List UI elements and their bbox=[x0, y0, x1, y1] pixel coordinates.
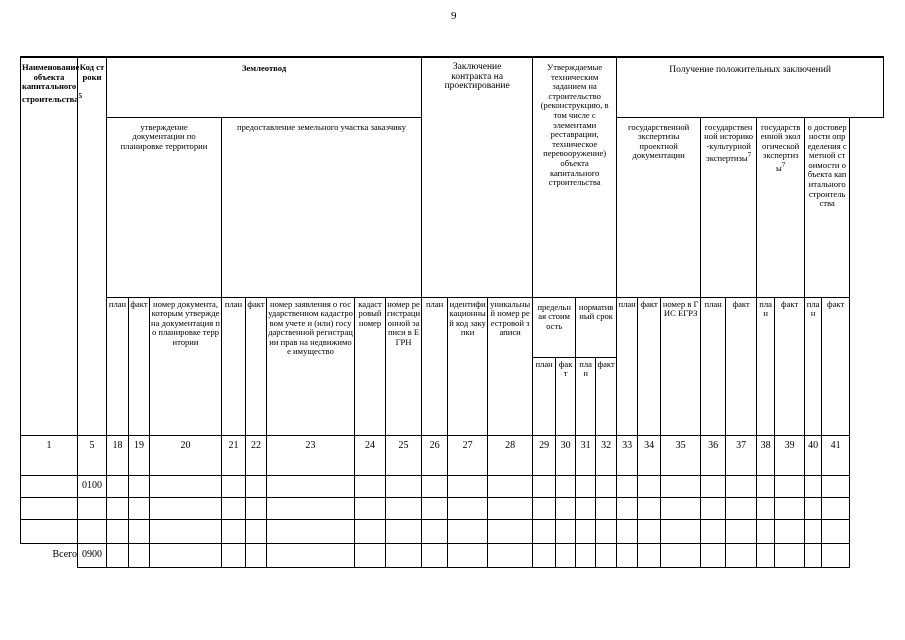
h-nomer-gis: номер в ГИС ЕГРЗ bbox=[661, 297, 701, 435]
col-num: 30 bbox=[556, 435, 576, 475]
col-num: 33 bbox=[617, 435, 638, 475]
col-num: 5 bbox=[78, 435, 107, 475]
h-pred-stoim: предельная стоимость bbox=[533, 297, 576, 357]
row-label bbox=[21, 497, 78, 519]
h-nomer-zayav: номер заявления о государственном кадастровом учете и (или) государственной регистрации прав на недвижимое имущество bbox=[267, 297, 355, 435]
header-gos-ekol: государственной экологической экспертизы$^7$ bbox=[757, 117, 805, 297]
col-num: 31 bbox=[576, 435, 596, 475]
h-plan-36: план bbox=[701, 297, 726, 435]
h-plan-31: план bbox=[576, 357, 596, 435]
col-num: 24 bbox=[355, 435, 386, 475]
h-fakt-37: факт bbox=[726, 297, 757, 435]
row-code bbox=[78, 519, 107, 543]
col-num: 27 bbox=[448, 435, 488, 475]
table-row bbox=[21, 475, 884, 497]
page-number: 9 bbox=[451, 10, 457, 22]
col-num: 1 bbox=[21, 435, 78, 475]
col-num: 38 bbox=[757, 435, 775, 475]
col-num: 25 bbox=[386, 435, 422, 475]
col-num: 18 bbox=[107, 435, 129, 475]
col-num: 39 bbox=[775, 435, 805, 475]
column-numbers-row bbox=[21, 435, 884, 475]
header-gos-ist: государственной историко-культурной экспертизы$^7$ bbox=[701, 117, 757, 297]
h-fakt-32: факт bbox=[596, 357, 617, 435]
col-num: 32 bbox=[596, 435, 617, 475]
header-tech-task: Утверждаемые техническим заданием на строительство (реконструкцию, в том числе с элементами реставрации, техническое перевооружение) объекта капитального строительства bbox=[533, 57, 617, 297]
table-row bbox=[21, 519, 884, 543]
row-code: 0100 bbox=[78, 475, 107, 497]
col-num: 19 bbox=[129, 435, 150, 475]
header-row-code: Код строки bbox=[78, 57, 107, 435]
col-num: 23 bbox=[267, 435, 355, 475]
col-num: 36 bbox=[701, 435, 726, 475]
footnote-mark: 5 bbox=[78, 91, 83, 100]
h-fakt-30: факт bbox=[556, 357, 576, 435]
col-num: 22 bbox=[246, 435, 267, 475]
header-zemleotvod: Землеотвод bbox=[107, 57, 422, 117]
col-num: 35 bbox=[661, 435, 701, 475]
h-kadastr: кадастровый номер bbox=[355, 297, 386, 435]
col-num: 20 bbox=[150, 435, 222, 475]
col-num: 26 bbox=[422, 435, 448, 475]
h-plan-38: план bbox=[757, 297, 775, 435]
row-label bbox=[21, 475, 78, 497]
col-num: 21 bbox=[222, 435, 246, 475]
h-plan-33: план bbox=[617, 297, 638, 435]
h-fakt-34: факт bbox=[638, 297, 661, 435]
h-plan-29: план bbox=[533, 357, 556, 435]
header-predost: предоставление земельного участка заказчику bbox=[222, 117, 422, 297]
header-dostov: о достоверности определения сметной стоимости объекта капитального строительства bbox=[805, 117, 850, 297]
header-utv-dok: утверждение документации по планировке территории bbox=[107, 117, 222, 297]
col-num: 29 bbox=[533, 435, 556, 475]
h-plan-40: план bbox=[805, 297, 822, 435]
h-plan-26: план bbox=[422, 297, 448, 435]
row-code bbox=[78, 497, 107, 519]
table-row-total bbox=[21, 543, 884, 567]
col-num: 34 bbox=[638, 435, 661, 475]
header-conclusions: Получение положительных заключений bbox=[617, 57, 884, 117]
header-gos-exp-pd: государственной экспертизы проектной документации bbox=[617, 117, 701, 297]
row-label bbox=[21, 519, 78, 543]
col-num: 40 bbox=[805, 435, 822, 475]
header-contract: Заключение контракта на проектирование bbox=[422, 57, 533, 297]
h-nomer-dok: номер документа, которым утверждена документация по планировке территории bbox=[150, 297, 222, 435]
header-object-name: Наименование объекта капитального строительства$^5$ bbox=[21, 57, 78, 435]
h-fakt-39: факт bbox=[775, 297, 805, 435]
h-unik: уникальный номер реестровой записи bbox=[488, 297, 533, 435]
col-num: 28 bbox=[488, 435, 533, 475]
row-code-total: 0900 bbox=[78, 543, 107, 567]
row-label-total: Всего bbox=[52, 549, 77, 561]
construction-form-table bbox=[20, 56, 884, 568]
h-plan-18: план bbox=[107, 297, 129, 435]
h-fakt-41: факт bbox=[822, 297, 850, 435]
h-nomer-reg: номер регистрационной записи в ЕГРН bbox=[386, 297, 422, 435]
table-row bbox=[21, 497, 884, 519]
col-num: 41 bbox=[822, 435, 850, 475]
col-num: 37 bbox=[726, 435, 757, 475]
h-ident: идентификационный код закупки bbox=[448, 297, 488, 435]
h-norm-srok: нормативный срок bbox=[576, 297, 617, 357]
h-fakt-19: факт bbox=[129, 297, 150, 435]
h-plan-21: план bbox=[222, 297, 246, 435]
h-fakt-22: факт bbox=[246, 297, 267, 435]
